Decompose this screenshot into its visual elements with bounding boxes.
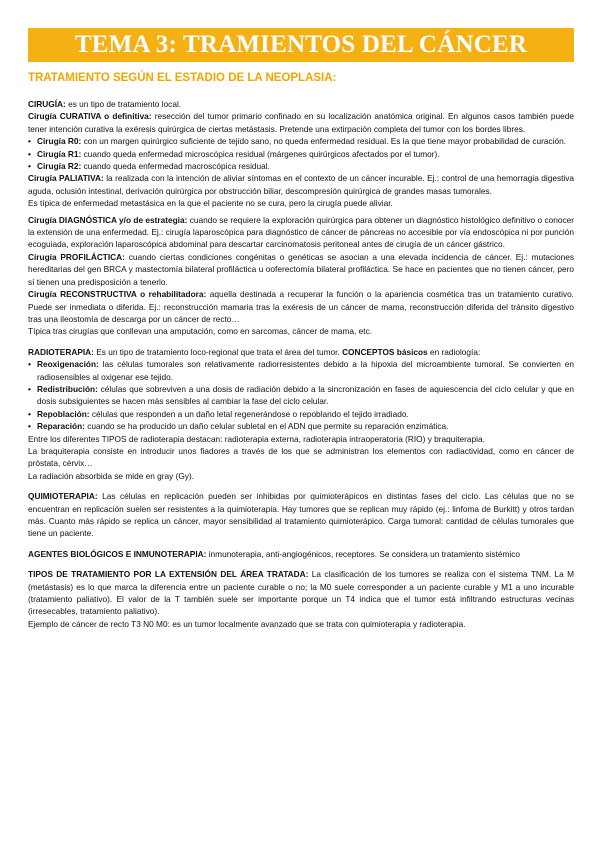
paragraph-agentes: AGENTES BIOLÓGICOS E INMUNOTERAPIA: inmunoterapia, anti-angiogénicos, receptores. Se considera un tratamiento sistémico <box>28 548 521 559</box>
paragraph-paliativa: Cirugía PALIATIVA: la realizada con la intención de aliviar síntomas en el contexto de un cáncer incurable. Ej.: control de una hemorragia digestiva aguda, oclusión intestinal, derivación quirúrgica por obstrucción biliar, descompresión quirúrgica de grandes masas tumorales. <box>28 173 575 196</box>
bullet-icon: • <box>28 383 31 394</box>
list-item-redistribucion: • Redistribución: células que sobreviven a una dosis de radiación debido a la sincronización en fases de aquiescencia del ciclo celular y que en dosis subsiguientes se hacen más sensibles al cambiar la fase del ciclo celular. <box>28 383 574 407</box>
paragraph-quimioterapia: QUIMIOTERAPIA: Las células en replicación pueden ser inhibidas por quimioterápicos en distintas fases del ciclo. Las células que no se encuentran en replicación suelen ser resistentes a la quimioterapia. Hay tumores que se replican muy rápido (ej.: linfoma de Burkitt) y otros tardan más. Cuanto más rápido se replica un cáncer, mayor sensibilidad al tratamiento quimioterápico. Carga tumoral: cantidad de células tumorales que tiene un paciente. <box>28 491 574 539</box>
paragraph-diagnostica: Cirugía DIAGNÓSTICA y/o de estrategia: cuando se requiere la exploración quirúrgica para obtener un diagnóstico histológico definitivo o conocer la extensión de una enfermedad. Ej.: cirugía laparoscópica para diagnóstico de cáncer de páncreas no accesible por vía endoscópica ni por punción ecoguiada, exploración laparoscópica abdominal para descartar carcinomatosis peritoneal antes de cirugía de un cáncer gástrico. <box>28 214 574 250</box>
paragraph-ejemplo: Ejemplo de cáncer de recto T3 N0 M0: es un tumor localmente avanzado que se trata con quimioterapia y radioterapia. <box>28 618 466 629</box>
document-body <box>28 70 574 630</box>
paragraph-radio-tipos: Entre los diferentes TIPOS de radioterapia destacan: radioterapia externa, radioterapia intraoperatoria (RIO) y braquiterapia. <box>28 433 485 444</box>
bullet-icon: • <box>28 421 31 432</box>
list-item-r0: • Cirugía R0: con un margen quirúrgico suficiente de tejido sano, no queda enfermedad residual. Es la que tiene mayor probabilidad de curación. <box>28 136 567 147</box>
bullet-icon: • <box>28 408 31 419</box>
list-item-reparacion: • Reparación: cuando se ha producido un daño celular subletal en el ADN que permite su reparación enzimática. <box>28 421 449 432</box>
bullet-icon: • <box>28 161 31 172</box>
paragraph-paliativa-note: Es típica de enfermedad metastásica en la que el paciente no se cura, pero la cirugía puede aliviar. <box>28 198 393 209</box>
paragraph-braquiterapia: La braquiterapia consiste en introducir unos fiadores a través de los que se administran los elementos con radiactividad, como en cáncer de próstata, cérvix… <box>28 445 574 469</box>
paragraph-gray: La radiación absorbida se mide en gray (Gy). <box>28 470 195 481</box>
section-heading: TRATAMIENTO SEGÚN EL ESTADIO DE LA NEOPLASIA: <box>28 72 337 84</box>
paragraph-curativa: Cirugía CURATIVA o definitiva: resección del tumor primario confinado en su localización anatómica original. En algunos casos también puede tener intención curativa la exéresis quirúrgica de ciertas metástasis. Pretende una extirpación completa del tumor con los bordes libres. <box>28 111 574 134</box>
paragraph-tipos-extension: TIPOS DE TRATAMIENTO POR LA EXTENSIÓN DEL ÁREA TRATADA: La clasificación de los tumores se realiza con el sistema TNM. La M (metástasis) es lo que marca la diferencia entre un paciente curable o no; la M0 suele corresponder a un paciente curable y M1 a uno incurable (tratamiento paliativo). El valor de la T también suele ser importante porque un T4 indica que el tumor está infiltrando estructuras vecinas (irresecables, tratamiento paliativo). <box>28 569 574 617</box>
list-item-r1: • Cirugía R1: cuando queda enfermedad microscópica residual (márgenes quirúrgicos afectados por el tumor). <box>28 148 440 159</box>
bullet-icon: • <box>28 148 31 159</box>
paragraph-profilactica: Cirugía PROFILÁCTICA: cuando ciertas condiciones congénitas o genéticas se asocian a una elevada incidencia de cáncer. Ej.: mutaciones hereditarias del gen BRCA y mastectomía bilateral profiláctica u ooferectomía bilateral profiláctica. Se hace en pacientes que no tienen cáncer, pero sí tienen una predisposición a tenerlo. <box>28 251 574 287</box>
paragraph-cirugia: CIRUGÍA: es un tipo de tratamiento local. <box>28 99 182 109</box>
paragraph-reconstructiva-note: Típica tras cirugías que conllevan una amputación, como en sarcomas, cáncer de mama, etc. <box>28 326 373 337</box>
bullet-icon: • <box>28 359 31 370</box>
list-item-repoblacion: • Repoblación: células que responden a un daño letal regenerándose o repoblando el tejido irradiado. <box>28 408 409 419</box>
bullet-icon: • <box>28 136 31 147</box>
page-title: TEMA 3: TRAMIENTOS DEL CÁNCER <box>74 31 528 58</box>
title-bar <box>28 28 574 62</box>
list-item-reoxigenacion: • Reoxigenación: las células tumorales son relativamente radiorresistentes debido a la hipoxia del microambiente tumoral. Se convierten en radiosensibles al oxigenar ese tejido. <box>28 359 574 382</box>
list-item-r2: • Cirugía R2: cuando queda enfermedad macroscópica residual. <box>28 161 270 172</box>
paragraph-reconstructiva: Cirugía RECONSTRUCTIVA o rehabilitadora: aquella destinada a recuperar la función o la apariencia cosmética tras un tratamiento curativo. Puede ser inmediata o diferida. Ej.: reconstrucción mamaria tras la exéresis de un cáncer de mama, reconstrucción diferida del tránsito digestivo tras una ileostomía de descarga por un cáncer de recto… <box>28 289 574 324</box>
paragraph-radioterapia: RADIOTERAPIA: Es un tipo de tratamiento loco-regional que trata el área del tumor. CONCEPTOS básicos en radiología: <box>28 346 481 357</box>
